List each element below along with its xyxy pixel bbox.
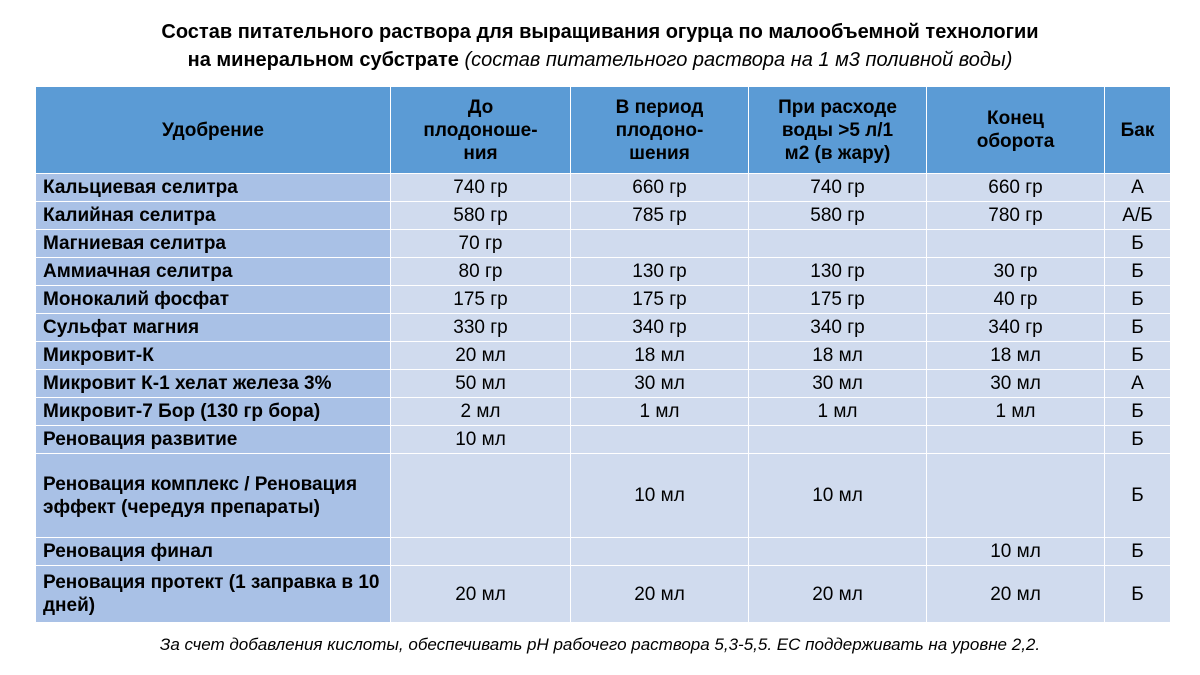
table-row (36, 314, 1171, 342)
tank-cell: Б (1105, 314, 1171, 342)
hot-weather-cell: 1 мл (749, 398, 927, 426)
before-fruiting-cell: 740 гр (391, 174, 571, 202)
before-fruiting-cell: 70 гр (391, 230, 571, 258)
end-of-cycle-cell: 10 мл (927, 538, 1105, 566)
end-of-cycle-cell: 660 гр (927, 174, 1105, 202)
end-of-cycle-cell (927, 230, 1105, 258)
tank-cell: А/Б (1105, 202, 1171, 230)
hot-weather-cell: 740 гр (749, 174, 927, 202)
table-row (36, 538, 1171, 566)
fruiting-cell: 340 гр (571, 314, 749, 342)
fertilizer-name-cell: Реновация финал (36, 538, 391, 566)
end-of-cycle-cell: 30 мл (927, 370, 1105, 398)
hot-weather-cell: 130 гр (749, 258, 927, 286)
end-of-cycle-cell: 340 гр (927, 314, 1105, 342)
tank-cell: А (1105, 370, 1171, 398)
hot-weather-cell (749, 230, 927, 258)
header-tank: Бак (1105, 87, 1171, 174)
before-fruiting-cell: 20 мл (391, 342, 571, 370)
hot-weather-cell: 580 гр (749, 202, 927, 230)
before-fruiting-cell: 330 гр (391, 314, 571, 342)
hot-weather-cell: 18 мл (749, 342, 927, 370)
fertilizer-name-cell: Сульфат магния (36, 314, 391, 342)
end-of-cycle-cell: 30 гр (927, 258, 1105, 286)
fruiting-cell: 785 гр (571, 202, 749, 230)
before-fruiting-cell: 175 гр (391, 286, 571, 314)
hot-weather-cell: 175 гр (749, 286, 927, 314)
end-of-cycle-cell: 18 мл (927, 342, 1105, 370)
before-fruiting-cell (391, 454, 571, 538)
before-fruiting-cell: 10 мл (391, 426, 571, 454)
before-fruiting-cell: 20 мл (391, 566, 571, 623)
fruiting-cell: 660 гр (571, 174, 749, 202)
hot-weather-cell: 10 мл (749, 454, 927, 538)
fertilizer-name-cell: Микровит-К (36, 342, 391, 370)
fruiting-cell: 10 мл (571, 454, 749, 538)
end-of-cycle-cell: 20 мл (927, 566, 1105, 623)
fruiting-cell: 1 мл (571, 398, 749, 426)
end-of-cycle-cell (927, 426, 1105, 454)
tank-cell: Б (1105, 230, 1171, 258)
fruiting-cell: 130 гр (571, 258, 749, 286)
fertilizer-name-cell: Микровит-7 Бор (130 гр бора) (36, 398, 391, 426)
tank-cell: Б (1105, 426, 1171, 454)
tank-cell: Б (1105, 538, 1171, 566)
tank-cell: Б (1105, 258, 1171, 286)
tank-cell: Б (1105, 342, 1171, 370)
table-row (36, 342, 1171, 370)
hot-weather-cell (749, 538, 927, 566)
fruiting-cell: 20 мл (571, 566, 749, 623)
fruiting-cell (571, 230, 749, 258)
fruiting-cell: 18 мл (571, 342, 749, 370)
nutrient-table (35, 86, 1171, 623)
table-row (36, 202, 1171, 230)
title-line-1: Состав питательного раствора для выращивания огурца по малообъемной технологии (161, 21, 1039, 43)
before-fruiting-cell (391, 538, 571, 566)
hot-weather-cell: 20 мл (749, 566, 927, 623)
fertilizer-name-cell: Монокалий фосфат (36, 286, 391, 314)
title-line-2-italic: (состав питательного раствора на 1 м3 поливной воды) (464, 49, 1013, 71)
fertilizer-name-cell: Реновация протект (1 заправка в 10 дней) (36, 566, 391, 623)
header-end-of-cycle: Конец оборота (927, 87, 1105, 174)
fruiting-cell (571, 538, 749, 566)
header-fertilizer: Удобрение (36, 87, 391, 174)
page-title (0, 18, 1200, 74)
hot-weather-cell: 30 мл (749, 370, 927, 398)
before-fruiting-cell: 50 мл (391, 370, 571, 398)
table-row (36, 230, 1171, 258)
hot-weather-cell: 340 гр (749, 314, 927, 342)
title-line-2-bold: на минеральном субстрате (187, 49, 459, 71)
fertilizer-name-cell: Кальциевая селитра (36, 174, 391, 202)
before-fruiting-cell: 580 гр (391, 202, 571, 230)
fruiting-cell: 30 мл (571, 370, 749, 398)
table-row (36, 454, 1171, 538)
tank-cell: Б (1105, 398, 1171, 426)
table-row (36, 566, 1171, 623)
fertilizer-name-cell: Реновация комплекс / Реновация эффект (чередуя препараты) (36, 454, 391, 538)
fertilizer-name-cell: Микровит К-1 хелат железа 3% (36, 370, 391, 398)
fertilizer-name-cell: Реновация развитие (36, 426, 391, 454)
end-of-cycle-cell (927, 454, 1105, 538)
tank-cell: А (1105, 174, 1171, 202)
table-row (36, 398, 1171, 426)
header-before-fruiting: До плодоноше- ния (391, 87, 571, 174)
end-of-cycle-cell: 40 гр (927, 286, 1105, 314)
fruiting-cell (571, 426, 749, 454)
fertilizer-name-cell: Аммиачная селитра (36, 258, 391, 286)
table-row (36, 426, 1171, 454)
end-of-cycle-cell: 780 гр (927, 202, 1105, 230)
hot-weather-cell (749, 426, 927, 454)
fertilizer-name-cell: Магниевая селитра (36, 230, 391, 258)
table-row (36, 286, 1171, 314)
title-line-2 (0, 46, 1200, 74)
table-header-row (36, 87, 1171, 174)
tank-cell: Б (1105, 566, 1171, 623)
before-fruiting-cell: 2 мл (391, 398, 571, 426)
table-row (36, 174, 1171, 202)
footer-note: За счет добавления кислоты, обеспечивать pH рабочего раствора 5,3-5,5. ЕС поддерживать на уровне 2,2. (159, 635, 1041, 654)
header-hot-weather: При расходе воды >5 л/1 м2 (в жару) (749, 87, 927, 174)
table-row (36, 258, 1171, 286)
table-row (36, 370, 1171, 398)
end-of-cycle-cell: 1 мл (927, 398, 1105, 426)
tank-cell: Б (1105, 286, 1171, 314)
fruiting-cell: 175 гр (571, 286, 749, 314)
tank-cell: Б (1105, 454, 1171, 538)
before-fruiting-cell: 80 гр (391, 258, 571, 286)
fertilizer-name-cell: Калийная селитра (36, 202, 391, 230)
header-fruiting: В период плодоно- шения (571, 87, 749, 174)
